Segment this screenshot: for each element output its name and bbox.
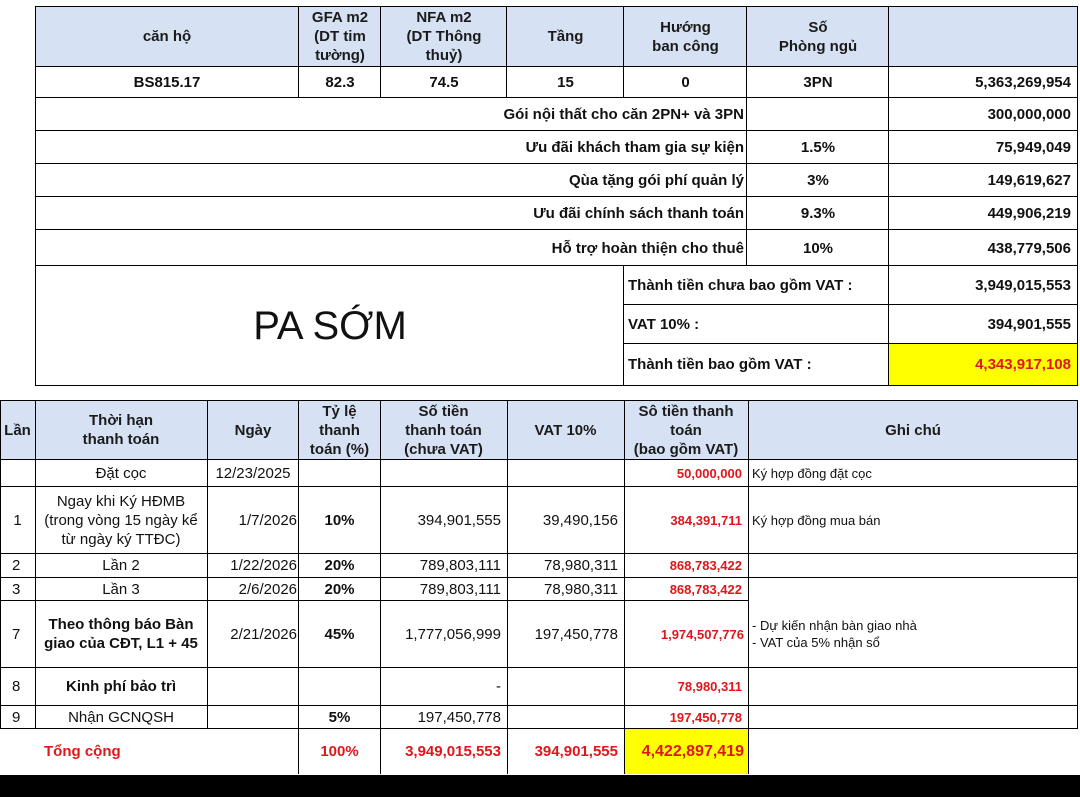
grid-line (0, 667, 1078, 668)
header-amount-ex-vat: Số tiền thanh toán (chưa VAT) (380, 401, 507, 459)
grid-line (35, 66, 1078, 67)
row-no: 7 (12, 625, 21, 643)
grid-line (1077, 400, 1078, 729)
adjustment-amount: 75,949,049 (995, 139, 1071, 156)
adjustment-rate: 9.3% (800, 205, 836, 222)
adjustment-rate: 10% (802, 239, 834, 257)
grid-line (35, 6, 1078, 7)
row-no: 3 (12, 580, 21, 598)
row-term: Nhận GCNQSH (68, 708, 174, 726)
bottom-bar (0, 775, 1080, 797)
unit-floor: 15 (557, 73, 574, 91)
grid-line (624, 400, 625, 774)
adjustment-amount: 449,906,219 (987, 205, 1071, 222)
row-total: 1,974,507,776 (660, 626, 744, 642)
row-date: 1/22/2026 (230, 557, 297, 574)
unit-bedrooms: 3PN (803, 73, 833, 91)
header-amount-inc-vat: Sô tiền thanh toán (bao gồm VAT) (624, 401, 748, 459)
grid-line (506, 6, 507, 98)
grid-line (623, 6, 624, 98)
header-vat: VAT 10% (507, 401, 624, 459)
header-term: Thời hạn thanh toán (35, 401, 207, 459)
row-amount: 394,901,555 (417, 511, 501, 529)
grid-line (35, 196, 1078, 197)
unit-direction: 0 (681, 73, 690, 91)
row-amount: 1,777,056,999 (405, 625, 501, 643)
header-direction: Hướng ban công (624, 7, 747, 66)
row-vat: 78,980,311 (544, 580, 618, 598)
grid-line (0, 400, 1, 729)
row-ratio: 45% (324, 625, 355, 643)
grid-line (888, 6, 889, 386)
row-total: 868,783,422 (669, 558, 742, 573)
total-row-ratio: 100% (320, 743, 359, 760)
grid-line (624, 304, 1078, 305)
grid-line (0, 705, 1078, 706)
row-total: 197,450,778 (669, 709, 742, 725)
row-no: 8 (12, 678, 21, 695)
header-date: Ngày (207, 401, 299, 459)
row-term: Đặt cọc (95, 464, 147, 482)
grid-line (35, 163, 1078, 164)
row-term: Ngay khi Ký HĐMB (trong vòng 15 ngày kể từ ngày ký TTĐC) (44, 492, 198, 548)
row-total: 50,000,000 (676, 465, 742, 481)
row-ratio: 10% (324, 511, 355, 529)
header-apartment: căn hộ (36, 7, 298, 66)
row-term: Lần 2 (102, 557, 140, 574)
grid-line (35, 385, 1078, 386)
adjustment-label: Gói nội thất cho căn 2PN+ và 3PN (503, 106, 744, 123)
row-vat: 197,450,778 (534, 625, 618, 643)
row-term: Theo thông báo Bàn giao của CĐT, L1 + 45 (44, 616, 198, 652)
unit-nfa: 74.5 (429, 73, 459, 91)
grid-line (0, 400, 1078, 401)
grid-line (0, 577, 1078, 578)
row-ratio: 20% (324, 580, 355, 598)
grid-line (507, 400, 508, 774)
row-date: 1/7/2026 (238, 511, 297, 529)
adjustment-amount: 149,619,627 (987, 172, 1071, 189)
row-note: Ký hợp đồng mua bán (752, 512, 881, 528)
total-row-label: Tổng cộng (44, 743, 121, 760)
adjustment-label: Hỗ trợ hoàn thiện cho thuê (551, 239, 744, 257)
grid-line (298, 6, 299, 98)
row-note: - Dự kiến nhận bàn giao nhà - VAT của 5% nhận sổ (752, 618, 917, 650)
row-date: 2/21/2026 (230, 625, 297, 643)
adjustment-rate: 1.5% (800, 139, 836, 156)
header-floor: Tầng (507, 7, 624, 66)
row-total: 868,783,422 (669, 581, 742, 597)
grid-line (1077, 6, 1078, 386)
header-gfa: GFA m2 (DT tim tường) (299, 7, 381, 66)
row-amount: 789,803,111 (419, 580, 501, 598)
grid-line (35, 6, 36, 386)
total-row-amount-inc-vat: 4,422,897,419 (624, 729, 748, 774)
grid-line (207, 400, 208, 729)
total-amount-ex-vat: 3,949,015,553 (975, 277, 1071, 294)
adjustment-label: Qùa tặng gói phí quản lý (569, 172, 744, 189)
row-note: Ký hợp đồng đặt cọc (752, 465, 872, 481)
row-date: 12/23/2025 (215, 464, 291, 482)
grid-line (0, 728, 1078, 729)
grid-line (624, 343, 1078, 344)
grid-line (35, 229, 1078, 230)
grid-line (35, 265, 1078, 266)
row-vat: 39,490,156 (542, 511, 618, 529)
grid-line (380, 400, 381, 774)
adjustment-rate: 3% (807, 172, 829, 189)
adjustment-label: Ưu đãi khách tham gia sự kiện (525, 139, 744, 156)
row-total: 384,391,711 (670, 512, 742, 528)
plan-name: PA SỚM (253, 303, 407, 348)
adjustment-label: Ưu đãi chính sách thanh toán (533, 205, 744, 222)
row-no: 2 (12, 557, 21, 574)
grid-line (748, 400, 749, 774)
row-no (0, 460, 35, 486)
total-label-vat: VAT 10% : (628, 316, 700, 333)
grid-line (0, 600, 748, 601)
grid-line (35, 130, 1078, 131)
adjustment-rate (747, 98, 889, 131)
row-no: 9 (12, 708, 21, 726)
grid-line (0, 486, 1078, 487)
row-term: Lần 3 (102, 580, 140, 598)
row-ratio: 20% (324, 557, 355, 574)
header-nfa: NFA m2 (DT Thông thuỷ) (381, 7, 507, 66)
unit-gfa: 82.3 (325, 73, 355, 91)
total-amount-vat: 394,901,555 (987, 316, 1071, 333)
row-term: Kinh phí bảo trì (66, 678, 176, 695)
grid-line (35, 97, 1078, 98)
row-amount: 789,803,111 (419, 557, 501, 574)
total-label-inc-vat: Thành tiền bao gồm VAT : (628, 356, 812, 373)
header-bedrooms: Số Phòng ngủ (747, 7, 889, 66)
grid-line (0, 459, 1078, 460)
row-vat: 78,980,311 (544, 557, 618, 574)
row-ratio: 5% (328, 708, 351, 726)
unit-code: BS815.17 (133, 73, 201, 91)
row-total: 78,980,311 (677, 679, 742, 694)
header-ratio: Tỷ lệ thanh toán (%) (299, 401, 380, 459)
header-note: Ghi chú (748, 401, 1078, 459)
adjustment-amount: 438,779,506 (987, 239, 1071, 257)
grid-line (623, 265, 624, 386)
grid-line (380, 6, 381, 98)
row-no: 1 (13, 511, 22, 529)
adjustment-amount: 300,000,000 (987, 106, 1071, 123)
grid-line (0, 553, 1078, 554)
total-label-ex-vat: Thành tiền chưa bao gồm VAT : (628, 277, 853, 294)
unit-price: 5,363,269,954 (975, 73, 1071, 91)
total-row-amount: 3,949,015,553 (405, 743, 501, 760)
row-amount: 197,450,778 (417, 708, 501, 726)
grid-line (35, 400, 36, 729)
grid-line (298, 400, 299, 774)
row-amount: - (496, 678, 501, 695)
grid-line (746, 6, 747, 266)
row-date: 2/6/2026 (238, 580, 297, 598)
total-amount-inc-vat: 4,343,917,108 (889, 344, 1077, 385)
header-installment: Lần (0, 401, 35, 459)
total-row-vat: 394,901,555 (534, 743, 618, 760)
